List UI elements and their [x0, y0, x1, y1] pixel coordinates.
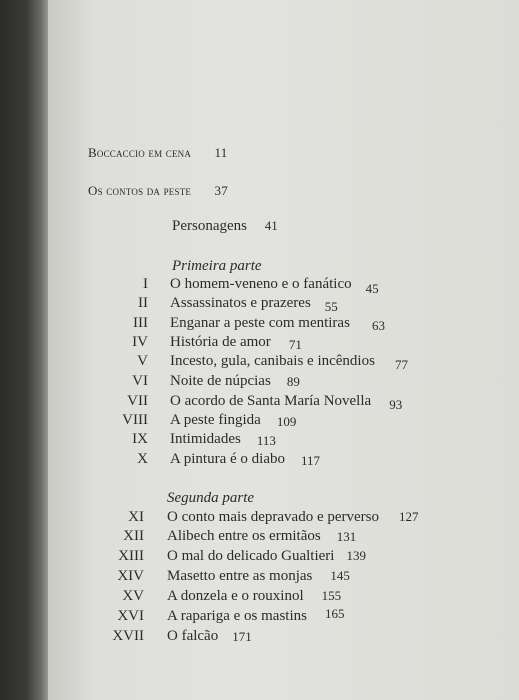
chapter-page: 89 [286, 374, 300, 389]
book-spine-shadow [0, 0, 48, 700]
chapter-entry [167, 548, 366, 565]
part-heading: Segunda parte [167, 490, 255, 506]
chapter-number: XI [128, 509, 144, 525]
chapter-page: 155 [321, 588, 342, 603]
chapter-entry [170, 412, 296, 429]
chapter-page: 117 [300, 453, 321, 468]
chapter-title: O acordo de Santa María Novella [170, 393, 372, 409]
chapter-number: XIII [118, 548, 144, 564]
toc-entry-front [88, 145, 227, 161]
chapter-number: III [133, 315, 148, 331]
chapter-title: História de amor [170, 334, 271, 350]
chapter-number: XIV [117, 568, 144, 584]
chapter-title: Enganar a peste com mentiras [170, 315, 350, 331]
toc-entry-personagens [172, 218, 278, 235]
chapter-page: 127 [399, 509, 419, 524]
toc-entry-page: 11 [214, 145, 228, 160]
chapter-entry [170, 373, 300, 390]
chapter-title: O mal do delicado Gualtieri [167, 548, 335, 564]
chapter-page: 55 [324, 299, 338, 314]
toc-entry-page: 41 [264, 218, 278, 233]
chapter-title: Assassinatos e prazeres [170, 295, 311, 311]
chapter-title: Noite de núpcias [170, 373, 271, 389]
chapter-entry [167, 628, 252, 645]
chapter-page: 63 [371, 318, 385, 333]
chapter-page: 77 [394, 357, 408, 372]
chapter-entry [167, 568, 350, 585]
chapter-number: X [137, 451, 148, 467]
chapter-title: A donzela e o rouxinol [167, 588, 304, 604]
chapter-entry [170, 315, 385, 332]
chapter-number: IX [132, 431, 148, 447]
chapter-number: I [143, 276, 148, 292]
chapter-title: Incesto, gula, canibais e incêndios [170, 353, 375, 369]
chapter-title: Masetto entre as monjas [167, 568, 313, 584]
chapter-entry [170, 431, 276, 448]
chapter-page: 145 [330, 568, 350, 583]
chapter-number: II [138, 295, 148, 311]
chapter-entry [170, 353, 408, 370]
chapter-page: 71 [288, 337, 302, 352]
chapter-page: 93 [389, 397, 403, 412]
chapter-page: 139 [346, 548, 366, 563]
chapter-number: XII [123, 528, 144, 544]
chapter-page: 109 [276, 414, 297, 429]
chapter-number: VII [127, 393, 148, 409]
toc-entry-front [88, 183, 228, 199]
part-heading: Primeira parte [172, 258, 262, 274]
toc-entry-title: Os contos da peste [88, 183, 192, 198]
chapter-number: XVI [117, 608, 144, 624]
chapter-title: A rapariga e os mastins [167, 608, 307, 624]
chapter-entry [170, 393, 402, 410]
chapter-number: XVII [112, 628, 144, 644]
chapter-number: V [137, 353, 148, 369]
chapter-entry [167, 588, 341, 605]
toc-entry-title: Boccaccio em cena [88, 145, 192, 160]
chapter-number: XV [122, 588, 144, 604]
chapter-entry [170, 295, 338, 312]
chapter-number: IV [132, 334, 148, 350]
chapter-title: Intimidades [170, 431, 241, 447]
chapter-title: O falcão [167, 628, 219, 644]
chapter-entry [167, 608, 344, 625]
chapter-title: A pintura é o diabo [170, 451, 285, 467]
chapter-entry [170, 451, 320, 468]
chapter-number: VI [132, 373, 148, 389]
chapter-entry [167, 528, 356, 545]
chapter-page: 45 [365, 281, 379, 296]
chapter-title: A peste fingida [170, 412, 261, 428]
chapter-entry [167, 509, 419, 526]
chapter-number: VIII [122, 412, 148, 428]
toc-entry-page: 37 [214, 183, 228, 198]
chapter-entry [170, 334, 302, 351]
chapter-page: 171 [232, 629, 252, 644]
chapter-title: O conto mais depravado e perverso [167, 509, 380, 525]
chapter-title: O homem-veneno e o fanático [170, 276, 352, 292]
chapter-entry [170, 276, 379, 296]
chapter-page: 131 [336, 529, 357, 544]
chapter-title: Alibech entre os ermitãos [167, 528, 321, 544]
chapter-page: 165 [324, 606, 345, 621]
toc-entry-title: Personagens [172, 218, 247, 234]
chapter-page: 113 [256, 433, 276, 448]
